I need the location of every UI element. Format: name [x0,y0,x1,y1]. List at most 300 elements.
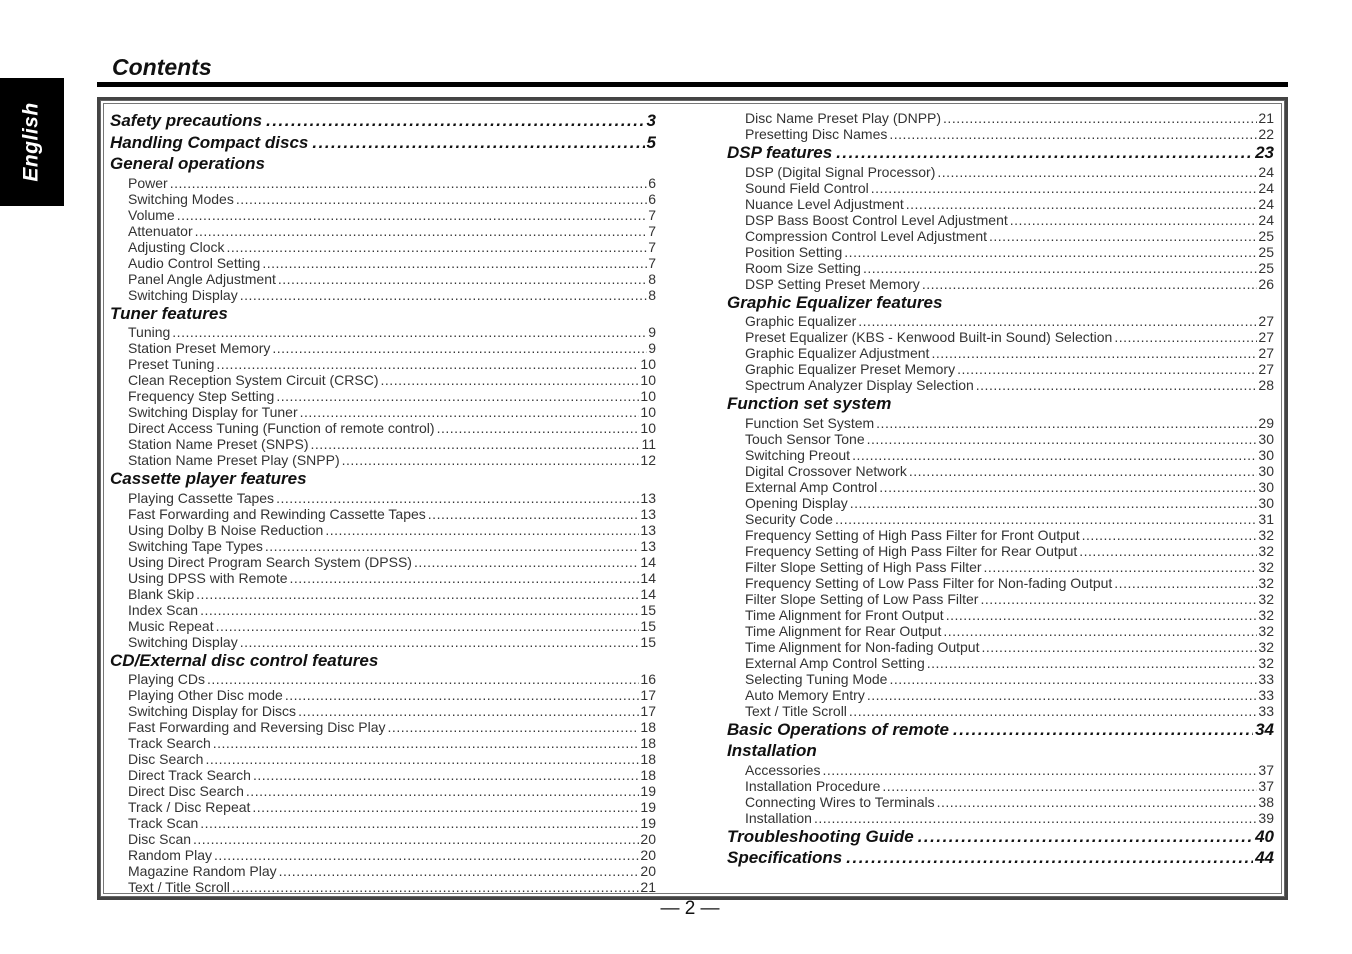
toc-page-number: 39 [1258,809,1274,826]
dot-leader [867,687,1258,703]
toc-page-number: 24 [1258,195,1274,212]
dot-leader [213,735,640,751]
dot-leader [982,639,1258,655]
toc-page-number: 32 [1258,590,1274,607]
dot-leader [937,794,1258,810]
toc-page-number: 30 [1258,494,1274,511]
dot-leader [196,586,639,602]
toc-entry [727,361,1274,377]
toc-page-number: 37 [1258,761,1274,778]
dot-leader [253,767,639,783]
toc-entry-title: Frequency Setting of Low Pass Filter for Non-fading Output [745,574,1113,591]
toc-entry-title: Connecting Wires to Terminals [745,793,935,810]
dot-leader [980,591,1257,607]
toc-entry [110,570,656,586]
toc-section-heading [727,847,1274,869]
toc-entry-title: Attenuator [128,222,193,239]
toc-entry-title: Compression Control Level Adjustment [745,227,988,244]
toc-entry-title: Preset Equalizer (KBS - Kenwood Built-in Sound) Selection [745,329,1113,345]
toc-entry [727,228,1274,244]
toc-entry [727,110,1274,126]
toc-section-heading [110,468,656,490]
dot-leader [889,671,1257,687]
toc-page-number: 33 [1258,702,1274,719]
toc-entry [110,506,656,522]
toc-page-number: 10 [640,388,656,404]
toc-page-number: 24 [1258,163,1274,180]
toc-page-number: 8 [648,286,656,303]
toc-entry [727,703,1274,719]
toc-entry [110,452,656,468]
toc-entry-title: Frequency Setting of High Pass Filter for Rear Output [745,542,1078,559]
toc-entry-title: Cassette player features [110,469,307,488]
dot-leader [844,244,1257,260]
dot-leader [216,356,639,372]
toc-entry-title: External Amp Control [745,478,878,495]
toc-entry [727,527,1274,543]
dot-leader [1079,543,1257,559]
toc-entry [110,223,656,239]
toc-entry-title: Switching Tape Types [128,537,263,554]
dot-leader [216,618,640,634]
toc-entry [110,191,656,207]
dot-leader [1082,527,1258,543]
toc-page-number: 15 [640,601,656,618]
dot-leader [906,196,1258,212]
toc-entry-title: Tuning [128,324,171,340]
toc-entry-title: Selecting Tuning Mode [745,670,888,687]
toc-page-number: 10 [640,356,656,372]
toc-page-number: 38 [1258,793,1274,810]
toc-page-number: 7 [648,238,656,255]
toc-page-number: 30 [1258,462,1274,479]
toc-entry [110,388,656,404]
toc-entry [110,831,656,847]
dot-leader [437,420,640,436]
toc-entry-title: Security Code [745,510,833,527]
dot-leader [984,559,1258,575]
toc-page-number: 7 [648,254,656,271]
toc-entry-title: Fast Forwarding and Rewinding Cassette Tapes [128,505,426,522]
dot-leader [1114,329,1257,345]
toc-page-number: 7 [648,206,656,223]
toc-entry-title: Text / Title Scroll [745,702,847,719]
toc-entry-title: Direct Track Search [128,767,251,783]
dot-leader [285,687,640,703]
dot-leader [266,110,644,132]
toc-page-number: 18 [640,735,656,751]
toc-page-number: 44 [1255,848,1274,867]
toc-entry [110,618,656,634]
toc-section-heading [110,650,656,672]
toc-page-number: 13 [640,521,656,538]
dot-leader [205,751,639,767]
toc-page-number: 15 [640,617,656,634]
dot-leader [272,340,647,356]
dot-leader [957,361,1257,377]
toc-entry [727,810,1274,826]
dot-leader [246,783,640,799]
toc-page-number: 7 [648,222,656,239]
dot-leader [414,554,639,570]
toc-entry [110,671,656,687]
toc-page-number: 32 [1258,606,1274,623]
toc-entry-title: Clean Reception System Circuit (CRSC) [128,372,379,388]
dot-leader [300,404,640,420]
toc-entry [727,655,1274,671]
toc-page-number: 32 [1258,622,1274,639]
toc-entry-title: Switching Display for Tuner [128,404,298,420]
toc-entry [727,511,1274,527]
toc-entry-title: Touch Sensor Tone [745,430,865,447]
toc-entry [727,345,1274,361]
toc-entry-title: Track Scan [128,815,199,831]
dot-leader [989,228,1257,244]
toc-entry-title: Switching Display [128,286,238,303]
toc-entry-title: Presetting Disc Names [745,126,888,142]
toc-page-number: 34 [1255,719,1274,739]
toc-page-number: 20 [640,831,656,847]
toc-section-heading [727,393,1274,415]
dot-leader [276,388,639,404]
toc-entry [727,329,1274,345]
toc-entry-title: Switching Preout [745,446,851,463]
toc-entry-title: Frequency Setting of High Pass Filter for Front Output [745,526,1080,543]
toc-entry-title: Handling Compact discs [110,132,309,152]
toc-page-number: 19 [640,799,656,815]
toc-page-number: 21 [1258,110,1274,126]
dot-leader [849,703,1258,719]
dot-leader [172,324,647,340]
toc-page-number: 17 [640,687,656,703]
toc-entry-title: Room Size Setting [745,259,861,276]
toc-entry [110,879,656,895]
toc-entry [110,687,656,703]
toc-entry-title: Accessories [745,761,821,778]
dot-leader [1114,575,1257,591]
toc-entry-title: Magazine Random Play [128,863,277,879]
dot-leader [931,345,1257,361]
toc-entry [727,479,1274,495]
toc-entry-title: Graphic Equalizer Preset Memory [745,361,956,377]
dot-leader [850,495,1258,511]
toc-entry [110,735,656,751]
toc-page-number: 18 [640,719,656,735]
dot-leader [836,142,1253,164]
toc-entry-title: DSP Bass Boost Control Level Adjustment [745,211,1008,228]
toc-page-number: 17 [640,703,656,719]
toc-entry-title: Frequency Step Setting [128,388,275,404]
toc-page-number: 18 [640,751,656,767]
toc-entry [727,639,1274,655]
toc-entry-title: Random Play [128,847,213,863]
toc-page-number: 27 [1258,345,1274,361]
dot-leader [889,126,1257,142]
dot-leader [311,436,641,452]
dot-leader [867,431,1258,447]
toc-entry [727,687,1274,703]
contents-left-column [110,110,656,895]
toc-section-heading [110,153,656,175]
toc-entry-title: Time Alignment for Rear Output [745,622,942,639]
toc-page-number: 30 [1258,430,1274,447]
toc-entry-title: Disc Search [128,751,204,767]
toc-entry-title: Using Dolby B Noise Reduction [128,521,324,538]
dot-leader [388,719,640,735]
dot-leader [943,623,1257,639]
title-underline [97,82,1288,87]
toc-entry [110,271,656,287]
toc-page-number: 14 [640,585,656,602]
toc-entry [727,431,1274,447]
toc-entry-title: Direct Disc Search [128,783,244,799]
toc-page-number: 23 [1255,143,1274,162]
toc-entry-title: Disc Name Preset Play (DNPP) [745,110,942,126]
toc-page-number: 5 [646,132,656,152]
toc-entry-title: Installation [727,741,817,760]
dot-leader [193,831,639,847]
dot-leader [207,671,639,687]
dot-leader [278,271,647,287]
toc-entry-title: Disc Scan [128,831,192,847]
toc-page-number: 26 [1258,275,1274,292]
page-title: Contents [112,54,212,80]
toc-entry [110,490,656,506]
toc-entry [110,799,656,815]
toc-entry [727,126,1274,142]
toc-entry-title: Blank Skip [128,585,195,602]
toc-entry [110,372,656,388]
dot-leader [953,719,1253,741]
toc-entry-title: DSP (Digital Signal Processor) [745,163,936,180]
toc-entry [727,591,1274,607]
toc-entry [110,634,656,650]
dot-leader [976,377,1258,393]
toc-entry [110,239,656,255]
toc-entry-title: Digital Crossover Network [745,462,907,479]
dot-leader [279,863,640,879]
toc-entry-title: Graphic Equalizer Adjustment [745,345,930,361]
language-tab-label: English [20,102,43,182]
toc-entry-title: Fast Forwarding and Reversing Disc Play [128,719,386,735]
toc-entry-title: Spectrum Analyzer Display Selection [745,377,974,393]
toc-page-number: 6 [648,190,656,207]
toc-section-heading [727,719,1274,741]
toc-entry [727,415,1274,431]
toc-section-heading [110,303,656,325]
toc-entry [727,778,1274,794]
dot-leader [290,570,640,586]
dot-leader [937,164,1257,180]
toc-entry-title: Adjusting Clock [128,238,225,255]
toc-entry [727,623,1274,639]
toc-page-number: 40 [1255,826,1274,846]
toc-entry [110,815,656,831]
toc-entry-title: Station Preset Memory [128,340,271,356]
toc-entry-title: Switching Modes [128,190,234,207]
dot-leader [846,847,1253,869]
toc-entry-title: Filter Slope Setting of High Pass Filter [745,558,982,575]
toc-page-number: 32 [1258,526,1274,543]
toc-page-number: 32 [1258,574,1274,591]
toc-entry [727,180,1274,196]
toc-entry-title: Installation [745,809,812,826]
toc-page-number: 27 [1258,329,1274,345]
toc-entry [727,447,1274,463]
toc-page-number: 37 [1258,777,1274,794]
dot-leader [876,415,1257,431]
toc-entry [110,703,656,719]
toc-entry [727,607,1274,623]
toc-entry-title: Track / Disc Repeat [128,799,251,815]
toc-entry-title: Opening Display [745,494,848,511]
toc-page-number: 14 [640,553,656,570]
toc-entry-title: General operations [110,154,265,173]
language-tab [0,78,64,206]
toc-entry-title: Track Search [128,735,211,751]
dot-leader [262,255,647,271]
dot-leader [342,452,640,468]
toc-page-number: 28 [1258,377,1274,393]
toc-entry [727,212,1274,228]
toc-entry-title: Text / Title Scroll [128,879,230,895]
dot-leader [200,815,639,831]
toc-entry-title: Function set system [727,394,892,413]
contents-frame [97,97,1288,900]
toc-entry [727,559,1274,575]
dot-leader [871,180,1258,196]
toc-entry-title: Filter Slope Setting of Low Pass Filter [745,590,979,607]
toc-page-number: 30 [1258,478,1274,495]
toc-entry-title: Using DPSS with Remote [128,569,288,586]
toc-entry [110,324,656,340]
toc-entry-title: Basic Operations of remote [727,719,950,739]
dot-leader [252,799,639,815]
toc-entry [110,783,656,799]
toc-page-number: 8 [648,270,656,287]
toc-entry-title: Tuner features [110,303,228,323]
toc-page-number: 13 [640,505,656,522]
toc-entry-title: DSP features [727,143,833,162]
dot-leader [1010,212,1258,228]
dot-leader [200,602,639,618]
toc-section-heading [727,292,1274,314]
toc-entry-title: Panel Angle Adjustment [128,270,276,287]
toc-page-number: 32 [1258,542,1274,559]
toc-entry [110,255,656,271]
dot-leader [822,762,1257,778]
toc-entry-title: Auto Memory Entry [745,686,865,703]
toc-entry [110,751,656,767]
dot-leader [240,634,640,650]
toc-entry-title: Nuance Level Adjustment [745,195,904,212]
toc-section-heading [727,142,1274,164]
toc-entry-title: Function Set System [745,414,875,431]
toc-page-number: 19 [640,815,656,831]
toc-entry [110,340,656,356]
toc-entry [110,436,656,452]
dot-leader [852,447,1257,463]
toc-entry [110,356,656,372]
dot-leader [177,207,648,223]
dot-leader [325,522,639,538]
toc-section-heading [727,740,1274,762]
dot-leader [918,826,1253,848]
dot-leader [170,175,648,191]
toc-entry-title: Switching Display [128,633,238,650]
toc-page-number: 6 [648,174,656,191]
dot-leader [943,110,1257,126]
dot-leader [240,287,647,303]
toc-page-number: 29 [1258,414,1274,431]
toc-page-number: 12 [640,452,656,468]
dot-leader [276,490,639,506]
toc-entry-title: Graphic Equalizer [745,313,857,329]
toc-page-number: 9 [648,340,656,356]
toc-entry-title: Safety precautions [110,111,263,130]
toc-entry-title: Time Alignment for Non-fading Output [745,638,980,655]
toc-section-heading [110,110,656,132]
toc-entry [110,847,656,863]
dot-leader [381,372,640,388]
toc-page-number: 21 [640,879,656,895]
toc-page-number: 16 [640,671,656,687]
toc-page-number: 32 [1258,654,1274,671]
toc-entry-title: Index Scan [128,601,199,618]
toc-page-number: 11 [641,436,656,452]
toc-entry [727,671,1274,687]
dot-leader [922,276,1258,292]
toc-entry [727,794,1274,810]
toc-page-number: 32 [1258,638,1274,655]
toc-entry [110,287,656,303]
toc-entry-title: Audio Control Setting [128,254,261,271]
dot-leader [227,239,648,255]
toc-entry [727,762,1274,778]
toc-entry-title: Playing CDs [128,671,206,687]
dot-leader [909,463,1258,479]
toc-page-number: 10 [640,372,656,388]
toc-page-number: 25 [1258,243,1274,260]
toc-page-number: 24 [1258,211,1274,228]
toc-entry [727,276,1274,292]
toc-page-number: 20 [640,847,656,863]
toc-entry [110,863,656,879]
toc-page-number: 9 [648,324,656,340]
toc-entry-title: Playing Other Disc mode [128,687,283,703]
toc-page-number: 30 [1258,446,1274,463]
dot-leader [946,607,1258,623]
toc-page-number: 18 [640,767,656,783]
toc-entry [727,495,1274,511]
toc-entry-title: Time Alignment for Front Output [745,606,944,623]
toc-entry [110,719,656,735]
toc-entry-title: Sound Field Control [745,179,869,196]
dot-leader [232,879,640,895]
toc-page-number: 19 [640,783,656,799]
page-number: — 2 — [660,898,720,919]
dot-leader [882,778,1257,794]
dot-leader [879,479,1257,495]
toc-entry-title: Switching Display for Discs [128,703,297,719]
toc-page-number: 25 [1258,259,1274,276]
dot-leader [195,223,648,239]
toc-entry-title: Playing Cassette Tapes [128,489,275,506]
dot-leader [863,260,1257,276]
toc-entry-title: Preset Tuning [128,356,215,372]
dot-leader [236,191,647,207]
toc-entry [727,260,1274,276]
